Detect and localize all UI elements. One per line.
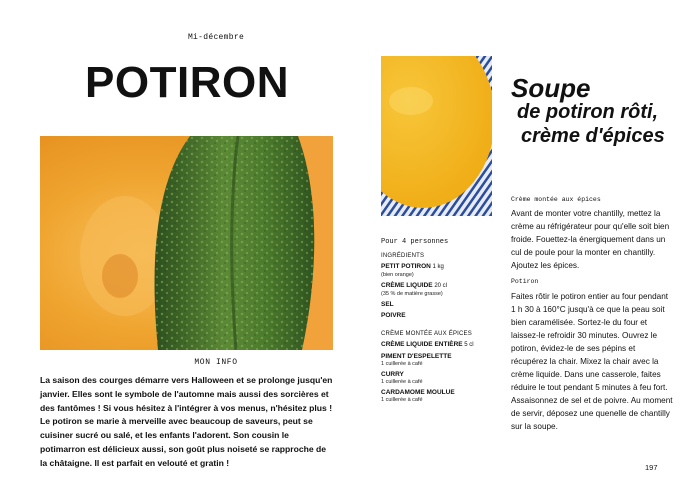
ingredient-item <box>381 262 491 279</box>
info-text: La saison des courges démarre vers Halloween et se prolonge jusqu'en janvier. Elles sont le symbole de l'automne mais aussi des sorcières et des fantômes ! Si vous hésitez à l'intégrer à vos menus, n'hésitez plus ! Le potiron se marie à merveille avec beaucoup de saveurs, peut se cuisiner sucré ou salé, et les enfants l'adorent. Son cousin le potimarron est délicieux aussi, son goût plus noiseté se rapproche de la châtaigne. Il est parfait en velouté et gratin ! <box>40 375 333 468</box>
ingredient-note: (bien orange) <box>381 272 414 278</box>
page-number: 197 <box>645 463 658 472</box>
ingredient-name: PIMENT D'ESPELETTE <box>381 353 452 360</box>
ingredient-item <box>381 388 491 404</box>
step2-text: Faites rôtir le potiron entier au four pendant 1 h 30 à 160°C jusqu'à ce que la peau soit bien caramélisée. Sortez-le du four et laissez-le refroidir 30 minutes. Ouvrez le potiron, évidez-le de ses pépins et récupérez la chair. Mixez la chair avec la crème liquide. Dans une casserole, faites réduire le tout pendant 5 minutes à feu fort. Assaisonnez de sel et de poivre. Au moment de servir, déposez une quenelle de chantilly sur la soupe. <box>511 292 673 431</box>
ingredient-qty: 5 cl <box>462 342 474 348</box>
cream-heading: CRÈME MONTÉE AUX ÉPICES <box>381 331 472 337</box>
season-label: Mi-décembre <box>187 33 245 42</box>
ingredient-name: CRÈME LIQUIDE ENTIÈRE <box>381 341 463 348</box>
recipe-title-line1: Soupe <box>511 73 591 103</box>
ingredient-name: CARDAMOME MOULUE <box>381 389 455 396</box>
recipe-title-line2: de potiron rôti, <box>517 101 659 123</box>
ingredient-note: (35 % de matière grasse) <box>381 291 443 297</box>
servings-label: Pour 4 personnes <box>381 238 449 246</box>
step1-text: Avant de monter votre chantilly, mettez la crème au réfrigérateur pour qu'elle soit bien froide. Fouettez-la énergiquement dans un cul de poule pour la monter en chantilly. Ajoutez les épices. <box>511 209 670 270</box>
ingredient-item <box>381 370 491 386</box>
ingredient-item <box>381 340 491 350</box>
info-label: MON INFO <box>194 358 238 367</box>
ingredient-qty: 1 kg <box>430 264 444 270</box>
ingredient-name: CRÈME LIQUIDE <box>381 282 433 289</box>
pumpkin-photo <box>40 136 333 350</box>
recipe-title <box>511 73 671 148</box>
recipe-title-line3: crème d'épices <box>521 125 665 147</box>
ingredients-list <box>381 252 491 406</box>
page-title: POTIRON <box>85 58 289 107</box>
ingredient-name: POIVRE <box>381 312 406 319</box>
ingredient-note: 1 cuillerée à café <box>381 361 423 367</box>
ingredient-note: 1 cuillerée à café <box>381 379 423 385</box>
step2-label: Potiron <box>511 278 539 285</box>
ingredient-name: SEL <box>381 301 394 308</box>
ingredient-name: CURRY <box>381 371 404 378</box>
ingredient-qty: 20 cl <box>432 283 447 289</box>
ingredient-item <box>381 300 491 309</box>
ingredient-item <box>381 281 491 298</box>
ingredient-item <box>381 352 491 368</box>
soup-photo <box>381 56 492 216</box>
step1-label: Crème montée aux épices <box>511 196 601 203</box>
ingredients-heading: INGRÉDIENTS <box>381 253 425 259</box>
ingredient-name: PETIT POTIRON <box>381 263 431 270</box>
ingredient-note: 1 cuillerée à café <box>381 397 423 403</box>
ingredient-item <box>381 311 491 320</box>
